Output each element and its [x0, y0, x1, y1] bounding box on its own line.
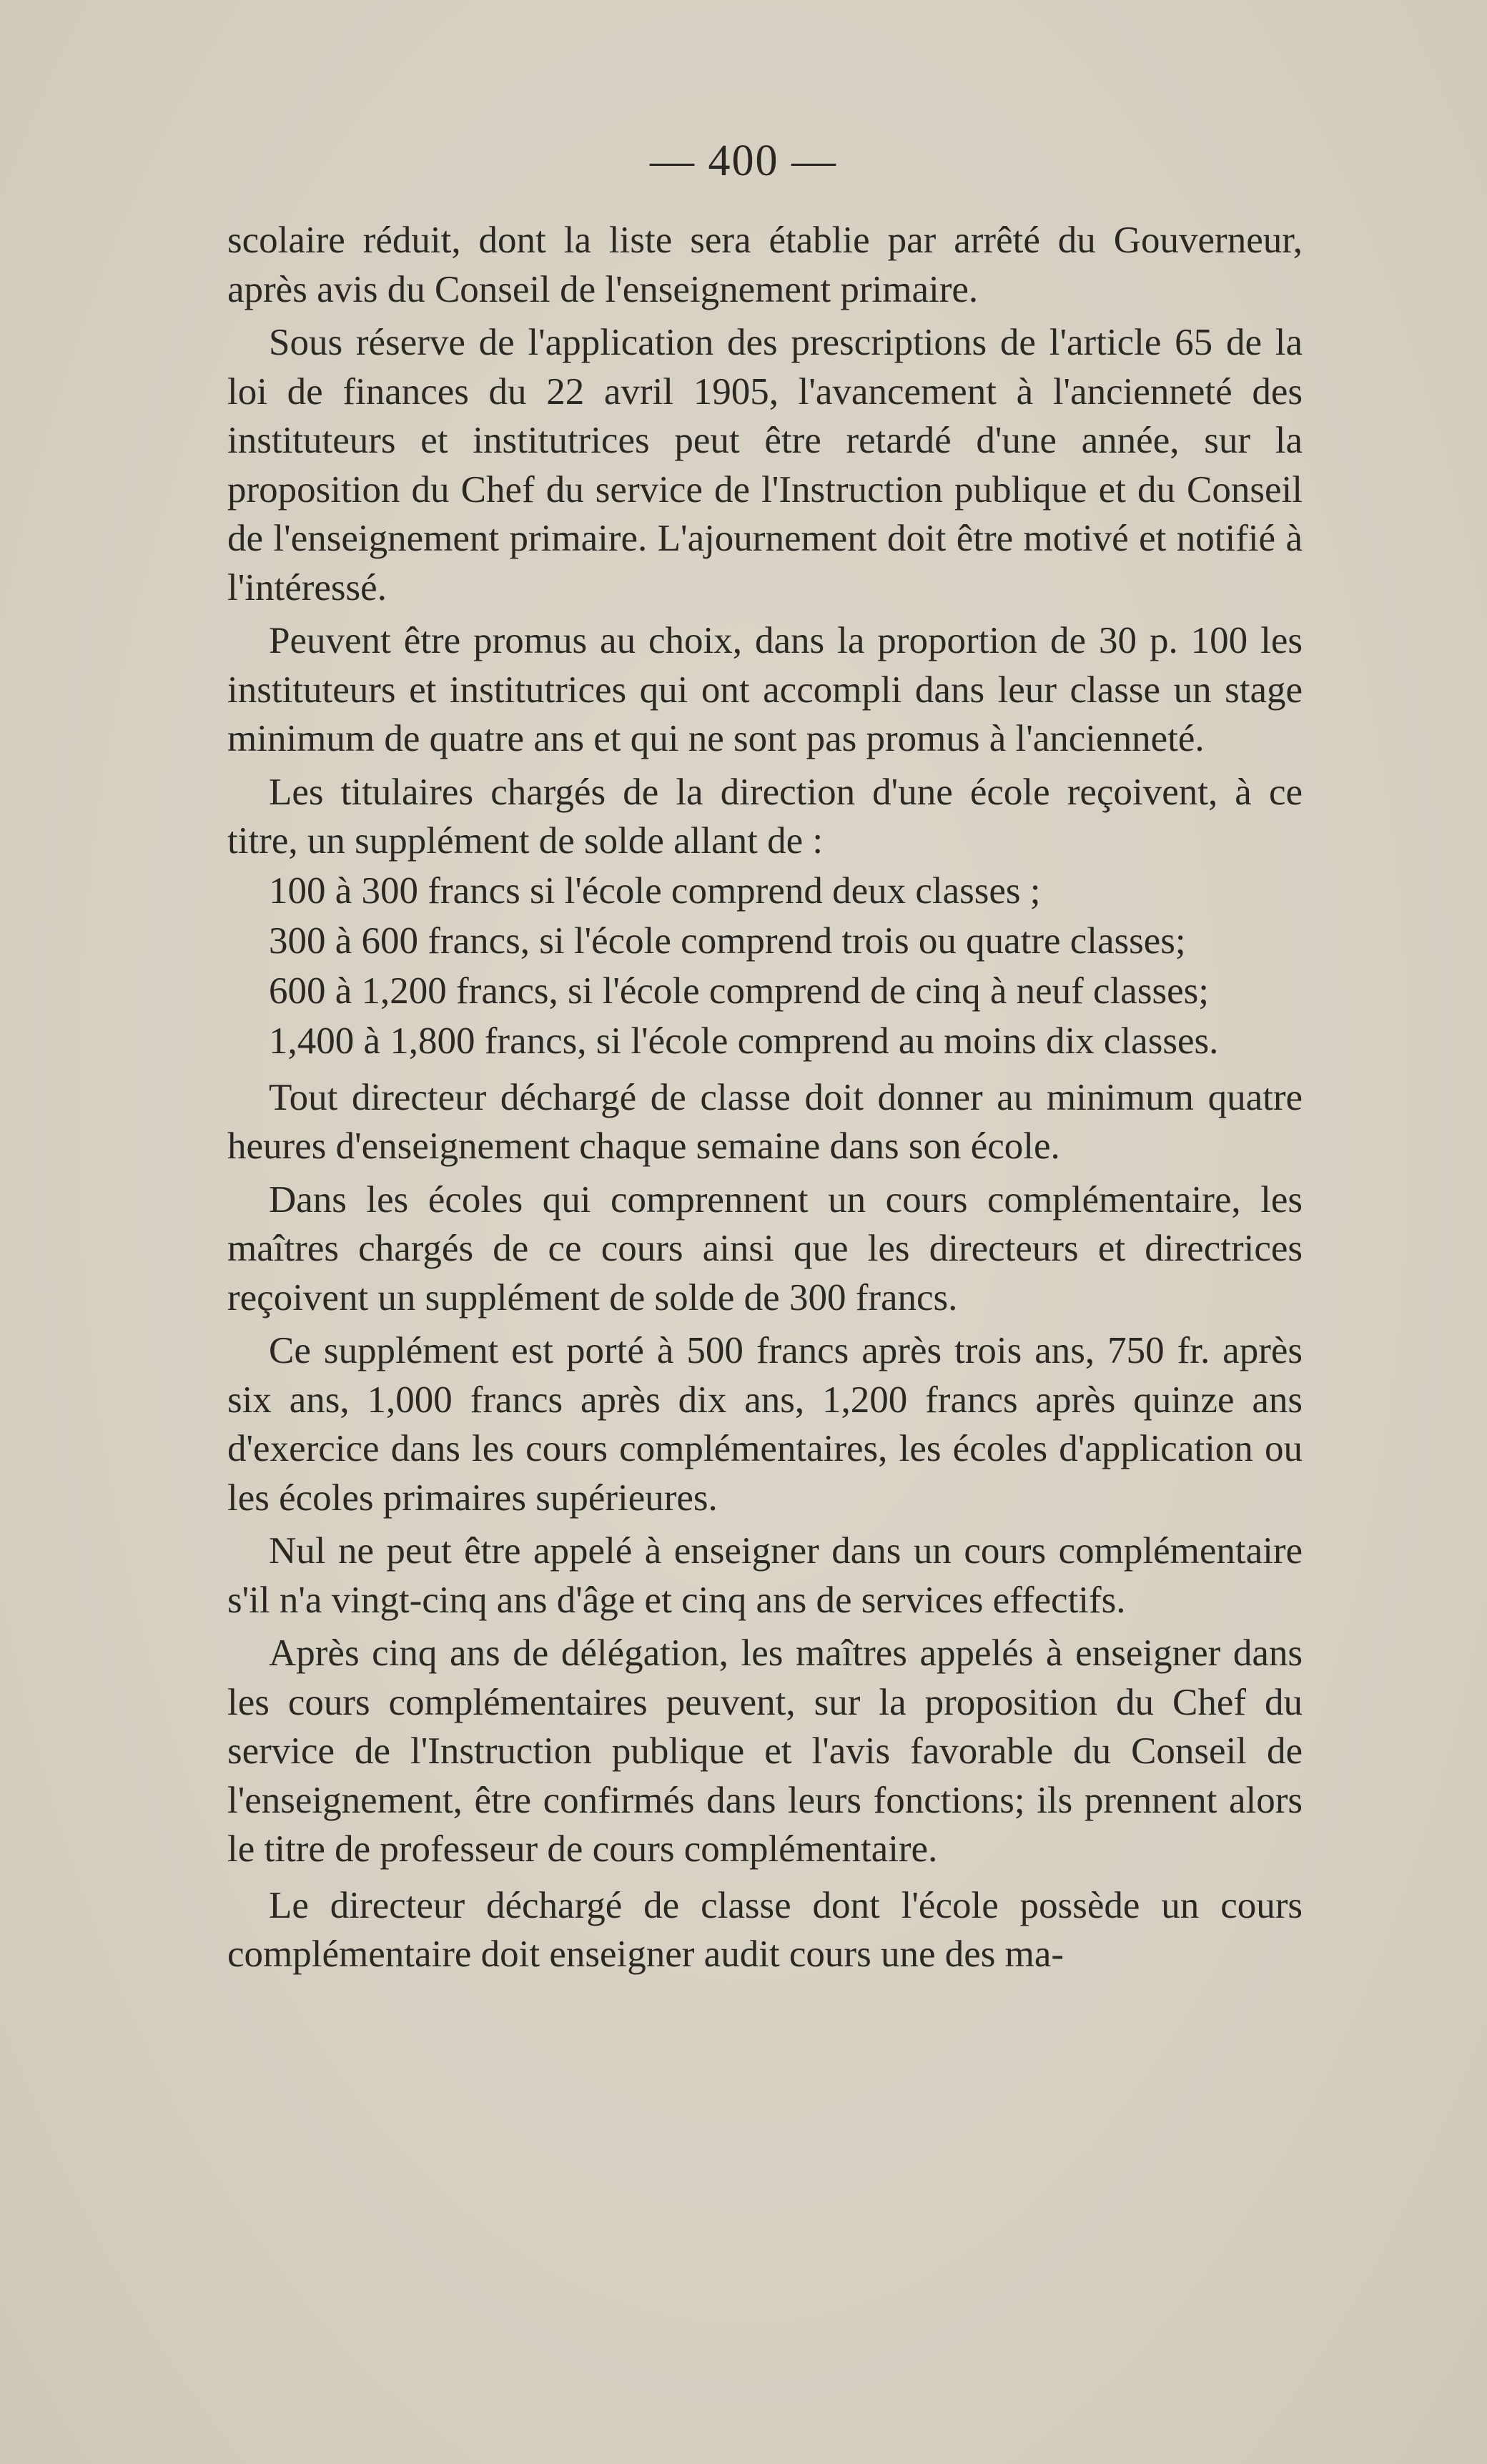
paragraph-complementary-course: Dans les écoles qui comprennent un cours complémentaire, les maîtres chargés de ce cours ainsi que les directeurs et directrices reçoivent un supplément de solde de 300 francs.: [227, 1178, 1303, 1319]
supplement-list-item: 600 à 1,200 francs, si l'école comprend de cinq à neuf classes;: [269, 970, 1209, 1012]
paragraph-promotion-choice: Peuvent être promus au choix, dans la proportion de 30 p. 100 les instituteurs et institutrices qui ont accompli dans leur classe un stage minimum de quatre ans et qui ne sont pas promus à l'ancienneté.: [227, 620, 1303, 759]
page-number: — 400 —: [650, 137, 837, 185]
paragraph-director-supplement: Les titulaires chargés de la direction d'une école reçoivent, à ce titre, un supplément de solde allant de :: [227, 771, 1303, 862]
supplement-list-item: 1,400 à 1,800 francs, si l'école comprend au moins dix classes.: [269, 1020, 1219, 1062]
paragraph-director-teaching: Le directeur déchargé de classe dont l'école possède un cours complémentaire doit enseigner audit cours une des ma-: [227, 1884, 1303, 1975]
body-text: [227, 216, 1303, 1979]
paragraph-continuation: scolaire réduit, dont la liste sera établie par arrêté du Gouverneur, après avis du Conseil de l'enseignement primaire.: [227, 220, 1303, 310]
supplement-list-item: 300 à 600 francs, si l'école comprend trois ou quatre classes;: [269, 920, 1186, 962]
supplement-list-item: 100 à 300 francs si l'école comprend deux classes ;: [269, 869, 1041, 912]
paragraph-minimum-hours: Tout directeur déchargé de classe doit donner au minimum quatre heures d'enseignement chaque semaine dans son école.: [227, 1076, 1303, 1167]
paragraph-supplement-increase: Ce supplément est porté à 500 francs après trois ans, 750 fr. après six ans, 1,000 francs après dix ans, 1,200 francs après quinze ans d'exercice dans les cours complémentaires, les écoles d'application ou les écoles primaires supérieures.: [227, 1330, 1303, 1519]
paragraph-age-requirement: Nul ne peut être appelé à enseigner dans un cours complémentaire s'il n'a vingt-cinq ans d'âge et cinq ans de services effectifs.: [227, 1530, 1303, 1621]
paragraph-advancement-delay: Sous réserve de l'application des prescriptions de l'article 65 de la loi de finances du 22 avril 1905, l'avancement à l'ancienneté des instituteurs et institutrices peut être retardé d'une année, sur la proposition du Chef du service de l'Instruction publique et du Conseil de l'enseignement primaire. L'ajournement doit être motivé et notifié à l'intéressé.: [227, 322, 1303, 608]
supplement-list: [227, 866, 1303, 1066]
paragraph-delegation: Après cinq ans de délégation, les maîtres appelés à enseigner dans les cours complémentaires peuvent, sur la proposition du Chef du service de l'Instruction publique et l'avis favorable du Conseil de l'enseignement, être confirmés dans leurs fonctions; ils prennent alors le titre de professeur de cours complémentaire.: [227, 1632, 1303, 1870]
